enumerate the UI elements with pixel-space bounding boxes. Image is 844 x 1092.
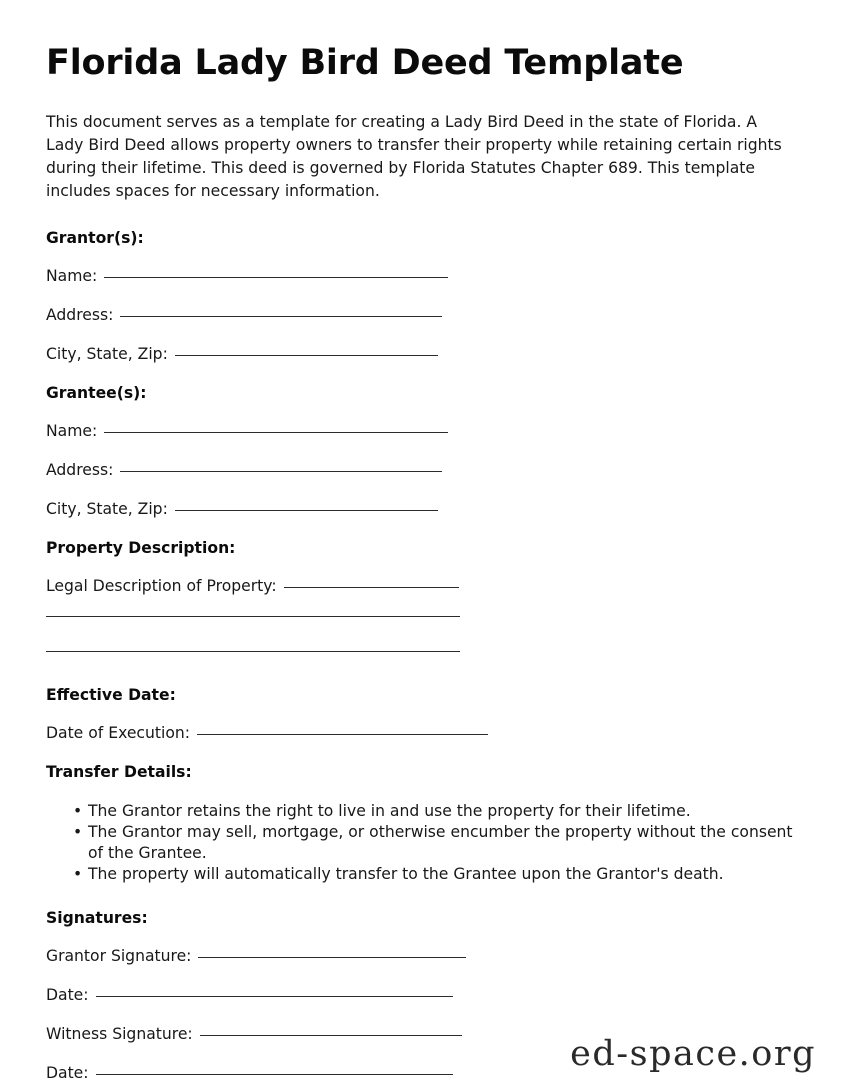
list-item-text: The Grantor retains the right to live in and use the property for their lifetime. <box>88 801 691 820</box>
grantee-city-state-zip-blank[interactable] <box>175 510 438 511</box>
grantor-date-blank[interactable] <box>96 996 453 997</box>
list-item <box>46 864 798 884</box>
grantor-city-state-zip-label: City, State, Zip: <box>46 344 168 363</box>
grantee-city-state-zip-field <box>46 500 798 518</box>
grantor-name-field <box>46 267 798 285</box>
grantee-city-state-zip-label: City, State, Zip: <box>46 499 168 518</box>
date-of-execution-field <box>46 724 798 742</box>
grantor-signature-field <box>46 947 798 965</box>
list-item-text: The Grantor may sell, mortgage, or otherwise encumber the property without the consent of the Grantee. <box>88 823 793 862</box>
legal-description-blank-line-3[interactable] <box>46 651 460 652</box>
bullet-icon: • <box>73 865 83 884</box>
legal-description-blank[interactable] <box>284 587 459 588</box>
transfer-details-section-heading: Transfer Details: <box>46 762 192 781</box>
list-item-text: The property will automatically transfer to the Grantee upon the Grantor's death. <box>88 865 724 884</box>
transfer-details-list <box>46 801 798 885</box>
grantor-signature-label: Grantor Signature: <box>46 946 192 965</box>
grantor-address-field <box>46 306 798 324</box>
legal-description-label: Legal Description of Property: <box>46 576 277 595</box>
grantee-address-label: Address: <box>46 460 114 479</box>
effective-date-section-heading: Effective Date: <box>46 685 176 704</box>
list-item <box>46 822 798 863</box>
grantee-address-blank[interactable] <box>120 471 442 472</box>
bullet-icon: • <box>73 801 83 820</box>
grantor-date-field <box>46 986 798 1004</box>
grantee-name-label: Name: <box>46 421 98 440</box>
grantor-section-heading: Grantor(s): <box>46 228 144 247</box>
document-body <box>46 44 798 1092</box>
grantor-date-label: Date: <box>46 985 89 1004</box>
signatures-section-heading: Signatures: <box>46 908 148 927</box>
grantor-city-state-zip-blank[interactable] <box>175 355 438 356</box>
date-of-execution-blank[interactable] <box>197 734 488 735</box>
legal-description-blank-line-2[interactable] <box>46 616 460 617</box>
grantee-section-heading: Grantee(s): <box>46 383 147 402</box>
grantee-address-field <box>46 461 798 479</box>
witness-date-label: Date: <box>46 1063 89 1082</box>
witness-date-blank[interactable] <box>96 1074 453 1075</box>
grantor-address-blank[interactable] <box>120 316 442 317</box>
grantee-name-field <box>46 422 798 440</box>
grantor-signature-blank[interactable] <box>198 957 466 958</box>
grantor-address-label: Address: <box>46 305 114 324</box>
legal-description-field <box>46 577 798 595</box>
grantor-city-state-zip-field <box>46 345 798 363</box>
bullet-icon: • <box>73 823 83 842</box>
property-section-heading: Property Description: <box>46 538 236 557</box>
list-item <box>46 801 798 821</box>
grantor-name-blank[interactable] <box>104 277 448 278</box>
witness-signature-label: Witness Signature: <box>46 1024 193 1043</box>
grantor-name-label: Name: <box>46 266 98 285</box>
page-title: Florida Lady Bird Deed Template <box>46 43 684 83</box>
witness-signature-blank[interactable] <box>200 1035 462 1036</box>
date-of-execution-label: Date of Execution: <box>46 723 190 742</box>
intro-paragraph: This document serves as a template for creating a Lady Bird Deed in the state of Florida. A Lady Bird Deed allows property owners to transfer their property while retaining certain rights during their lifetime. This deed is governed by Florida Statutes Chapter 689. This template includes spaces for necessary information. <box>46 113 782 200</box>
grantee-name-blank[interactable] <box>104 432 448 433</box>
footer-watermark: ed-space.org <box>570 1034 816 1074</box>
